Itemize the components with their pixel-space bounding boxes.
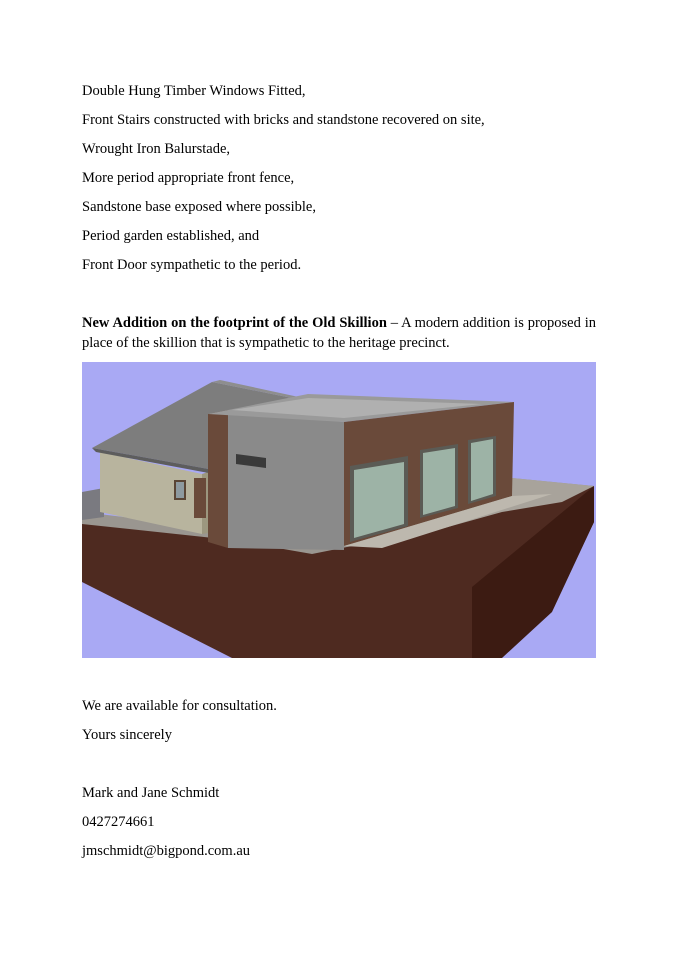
list-item: Wrought Iron Balurstade, — [82, 141, 231, 157]
list-item: Front Stairs constructed with bricks and standstone recovered on site, — [82, 112, 485, 128]
list-item: Double Hung Timber Windows Fitted, — [82, 83, 306, 99]
email-address: jmschmidt@bigpond.com.au — [82, 843, 251, 859]
house-3d-render-image — [82, 362, 596, 658]
list-item: Period garden established, and — [82, 228, 260, 244]
list-item: Sandstone base exposed where possible, — [82, 199, 316, 215]
addition-heading: New Addition on the footprint of the Old Skillion — [82, 315, 387, 331]
list-item: More period appropriate front fence, — [82, 170, 295, 186]
signatory-names: Mark and Jane Schmidt — [82, 785, 220, 801]
list-item: Front Door sympathetic to the period. — [82, 257, 302, 273]
salutation: Yours sincerely — [82, 727, 172, 743]
phone-number: 0427274661 — [82, 814, 155, 830]
addition-paragraph — [82, 313, 596, 353]
addition-body: – A modern addition is proposed in place of the skillion that is sympathetic to the heritage precinct. — [82, 315, 597, 351]
consultation-text: We are available for consultation. — [82, 698, 277, 714]
